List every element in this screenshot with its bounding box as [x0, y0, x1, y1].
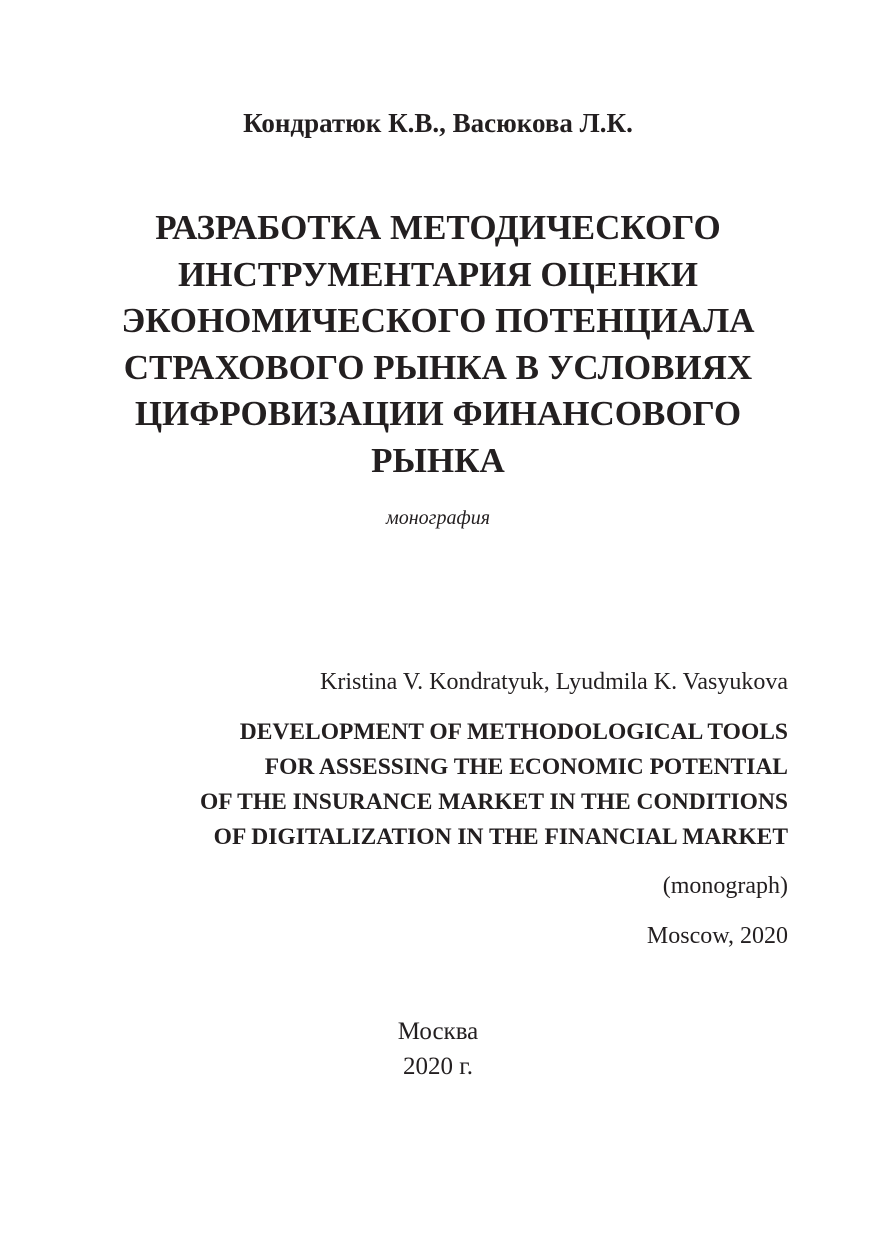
title-ru-line: ЦИФРОВИЗАЦИИ ФИНАНСОВОГО: [134, 394, 742, 433]
title-ru-line: РЫНКА: [371, 440, 505, 480]
city-ru: Москва: [397, 1018, 479, 1045]
book-title-ru: [60, 205, 816, 484]
subtitle-ru: монография: [386, 507, 490, 529]
year-ru: 2020 г.: [403, 1053, 473, 1080]
title-en-line: OF THE INSURANCE MARKET IN THE CONDITIONS: [199, 789, 788, 815]
title-en-line: OF DIGITALIZATION IN THE FINANCIAL MARKET: [213, 824, 788, 850]
title-ru-line: ИНСТРУМЕНТАРИЯ ОЦЕНКИ: [178, 254, 698, 294]
title-ru-line: РАЗРАБОТКА МЕТОДИЧЕСКОГО: [155, 208, 721, 247]
title-ru-line: ЭКОНОМИЧЕСКОГО ПОТЕНЦИАЛА: [121, 301, 755, 340]
authors-ru: Кондратюк К.В., Васюкова Л.К.: [243, 108, 633, 138]
title-en-line: DEVELOPMENT OF METHODOLOGICAL TOOLS: [239, 719, 788, 745]
subtitle-en: (monograph): [662, 873, 788, 899]
title-en-line: FOR ASSESSING THE ECONOMIC POTENTIAL: [264, 754, 788, 780]
place-year-en: Moscow, 2020: [646, 923, 788, 949]
title-ru-line: СТРАХОВОГО РЫНКА В УСЛОВИЯХ: [123, 347, 753, 387]
authors-en: Kristina V. Kondratyuk, Lyudmila K. Vasyukova: [320, 669, 788, 695]
book-title-en: [200, 715, 788, 855]
